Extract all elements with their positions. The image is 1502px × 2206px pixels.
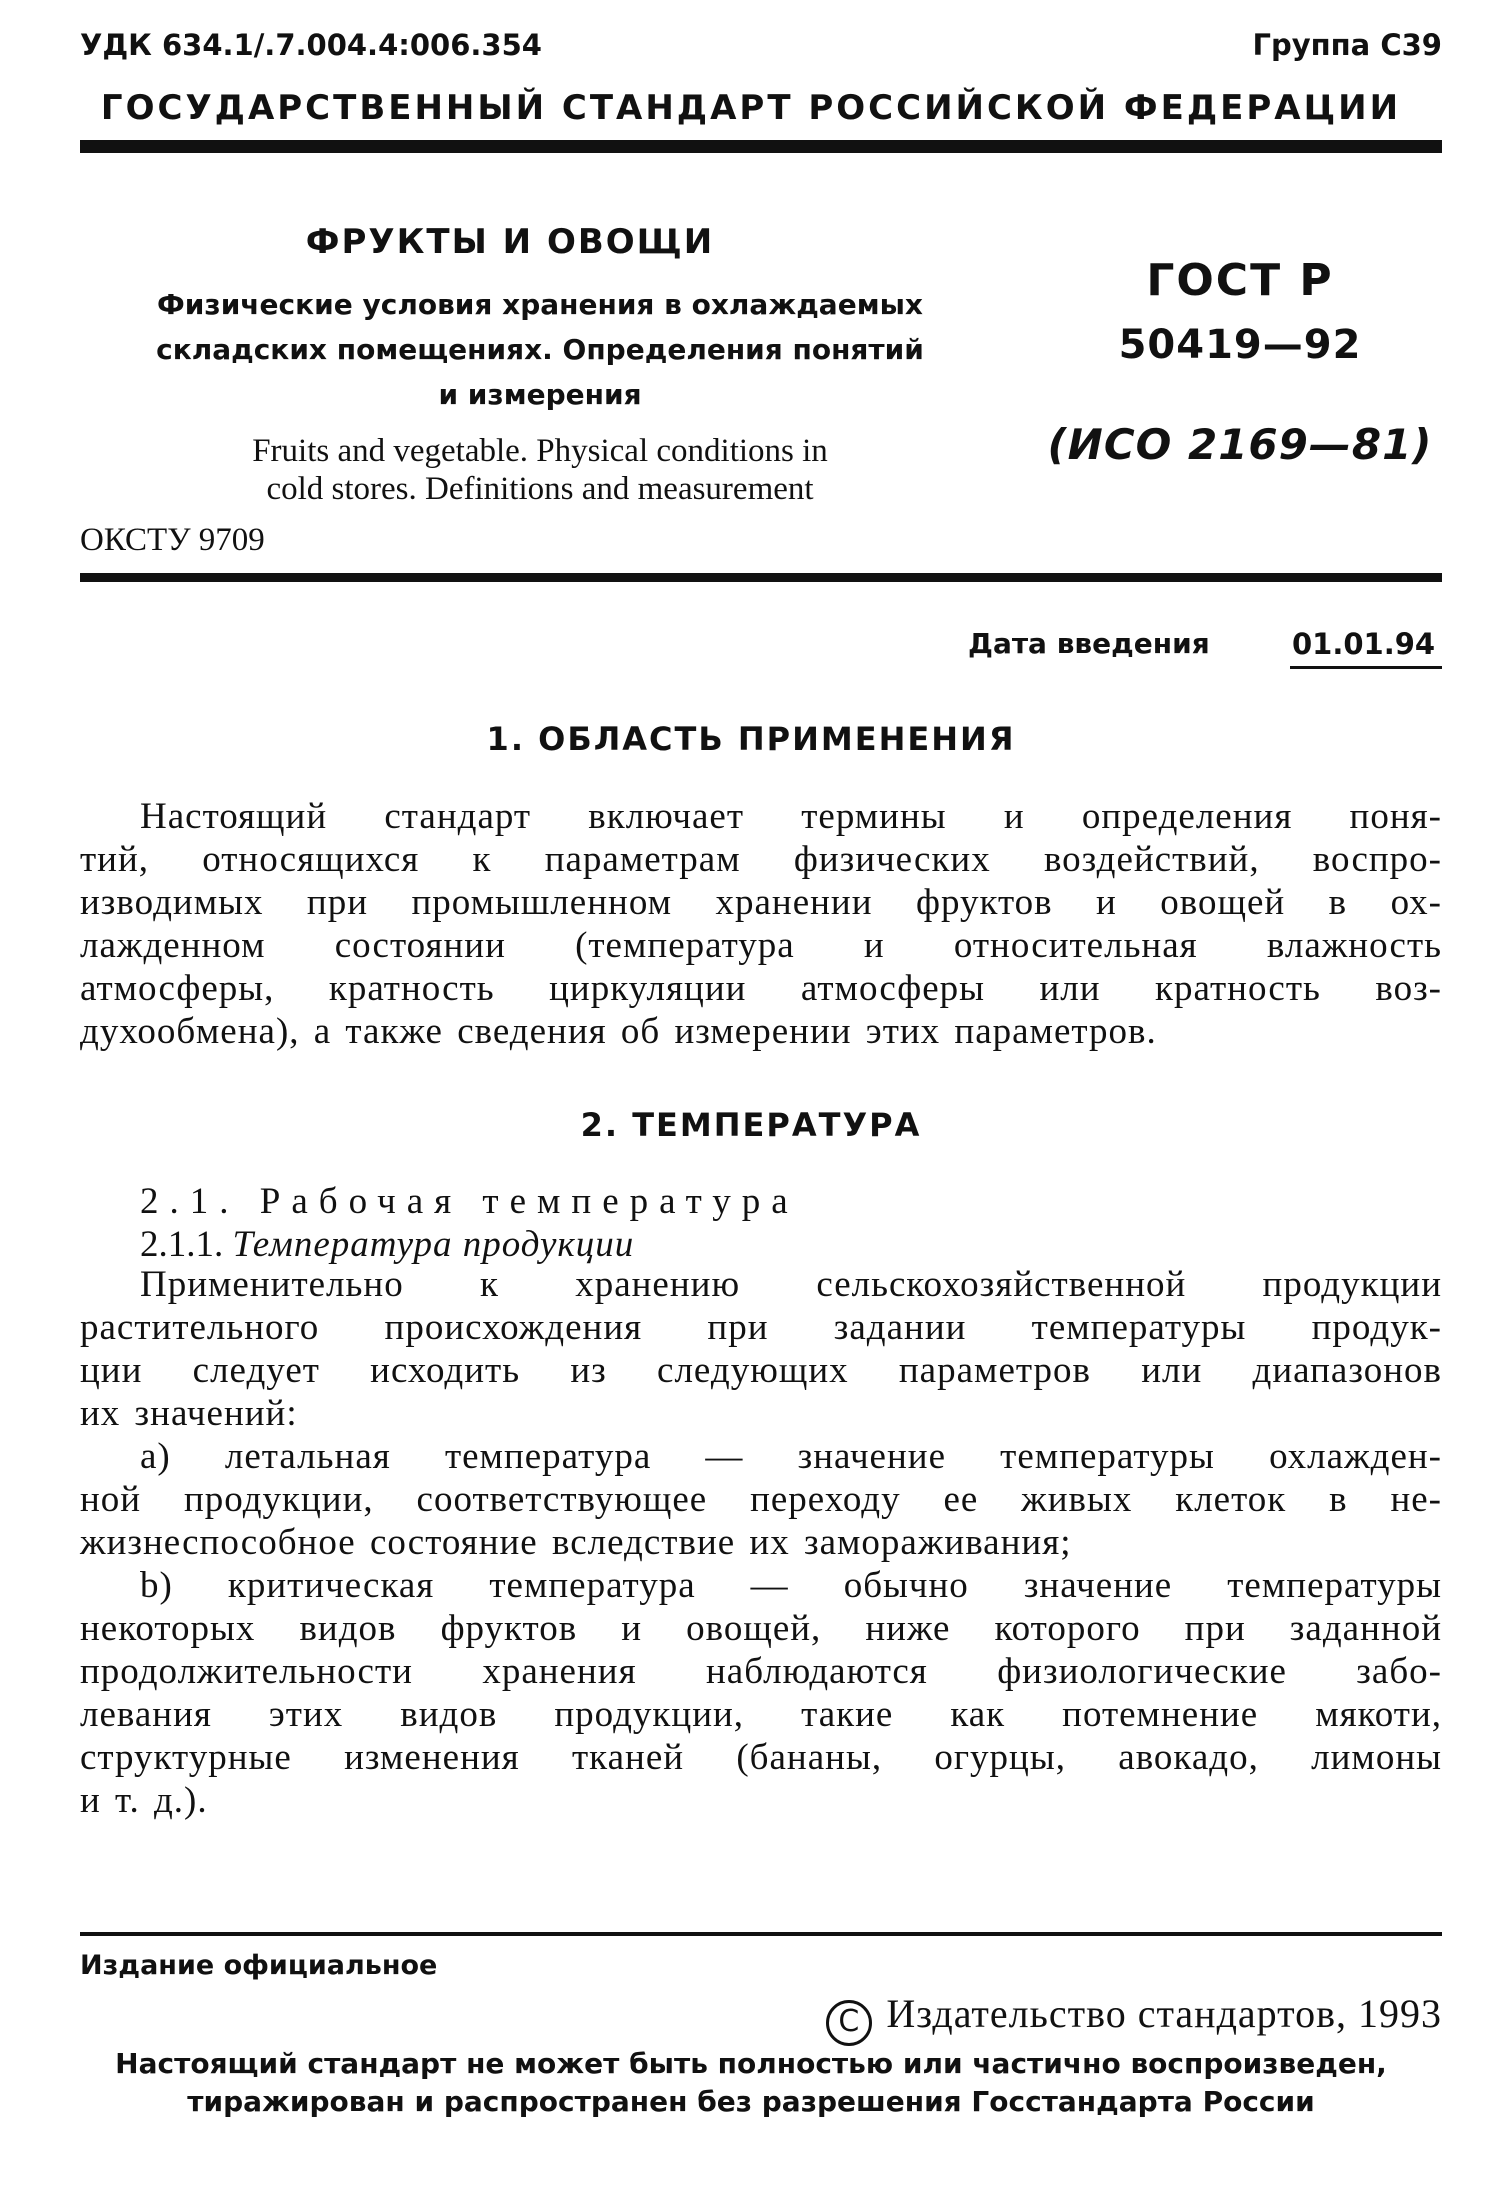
english-title-line: Fruits and vegetable. Physical conditions in: [252, 433, 828, 469]
effective-date-label: Дата введения: [968, 627, 1210, 660]
subsection-2-1: 2.1. Рабочая температура: [140, 1181, 799, 1222]
copyright-text: Издательство стандартов, 1993: [886, 1991, 1442, 2036]
subtitle-line: Физические условия хранения в охлаждаемых: [157, 288, 923, 321]
paragraph-line: ции следует исходить из следующих параметров или диапазонов: [80, 1350, 1442, 1391]
document-subtitle: [140, 282, 940, 417]
paragraph-line: растительного происхождения при задании температуры продук-: [80, 1307, 1442, 1348]
paragraph-line: левания этих видов продукции, такие как потемнение мякоти,: [80, 1694, 1442, 1735]
copyright-icon: C: [826, 2000, 872, 2046]
copyright-line: [826, 1990, 1442, 2046]
subsection-title: Температура продукции: [232, 1224, 635, 1265]
subsection-number: 2.1.1.: [140, 1224, 224, 1265]
notice-line: Настоящий стандарт не может быть полностью или частично воспроизведен,: [115, 2047, 1387, 2080]
subtitle-line: складских помещениях. Определения понятий: [156, 333, 924, 366]
section-1-paragraph: [80, 795, 1442, 1053]
paragraph-line: продолжительности хранения наблюдаются физиологические забо-: [80, 1651, 1442, 1692]
notice-line: тиражирован и распространен без разрешения Госстандарта России: [187, 2085, 1315, 2118]
paragraph-line: их значений:: [80, 1393, 298, 1434]
english-title-line: cold stores. Definitions and measurement: [266, 471, 814, 507]
gost-number: 50419—92: [1118, 322, 1362, 368]
paragraph-line: Применительно к хранению сельскохозяйственной продукции: [140, 1264, 1442, 1305]
iso-reference: (ИСО 2169—81): [1047, 420, 1433, 469]
group-code: Группа С39: [1252, 28, 1442, 62]
okstu-code: ОКСТУ 9709: [80, 522, 265, 558]
date-underline: [1290, 666, 1442, 669]
english-title: [110, 432, 970, 508]
footer-rule: [80, 1932, 1442, 1936]
list-item-b: b) критическая температура — обычно значение температуры: [140, 1565, 1442, 1606]
paragraph-line: атмосферы, кратность циркуляции атмосферы или кратность воз-: [80, 968, 1442, 1009]
gost-label: ГОСТ Р: [1146, 255, 1334, 306]
official-edition-label: Издание официальное: [80, 1950, 438, 1981]
paragraph-line: и т. д.).: [80, 1780, 208, 1821]
paragraph-line: жизнеспособное состояние вследствие их замораживания;: [80, 1522, 1072, 1563]
udk-code: УДК 634.1/.7.004.4:006.354: [80, 28, 542, 62]
section-1-heading: 1. ОБЛАСТЬ ПРИМЕНЕНИЯ: [486, 720, 1016, 758]
header-rule: [80, 140, 1442, 153]
paragraph-line: духообмена), а также сведения об измерении этих параметров.: [80, 1011, 1157, 1052]
title-block-rule: [80, 573, 1442, 582]
document-title: ФРУКТЫ И ОВОЩИ: [305, 222, 715, 262]
state-standard-heading: ГОСУДАРСТВЕННЫЙ СТАНДАРТ РОССИЙСКОЙ ФЕДЕРАЦИИ: [100, 88, 1402, 128]
paragraph-line: изводимых при промышленном хранении фруктов и овощей в ох-: [80, 882, 1442, 923]
section-2-heading: 2. ТЕМПЕРАТУРА: [580, 1106, 922, 1144]
effective-date-value: 01.01.94: [1292, 627, 1436, 661]
paragraph-line: тий, относящихся к параметрам физических воздействий, воспро-: [80, 839, 1442, 880]
subsection-2-1-1: [140, 1223, 634, 1266]
section-2-paragraph: [80, 1263, 1442, 1822]
subtitle-line: и измерения: [438, 378, 642, 411]
paragraph-line: Настоящий стандарт включает термины и определения поня-: [140, 796, 1442, 837]
list-item-a: a) летальная температура — значение температуры охлажден-: [140, 1436, 1442, 1477]
paragraph-line: структурные изменения тканей (бананы, огурцы, авокадо, лимоны: [80, 1737, 1442, 1778]
reproduction-notice: [60, 2045, 1442, 2121]
paragraph-line: ной продукции, соответствующее переходу ее живых клеток в не-: [80, 1479, 1442, 1520]
paragraph-line: лажденном состоянии (температура и относительная влажность: [80, 925, 1442, 966]
paragraph-line: некоторых видов фруктов и овощей, ниже которого при заданной: [80, 1608, 1442, 1649]
